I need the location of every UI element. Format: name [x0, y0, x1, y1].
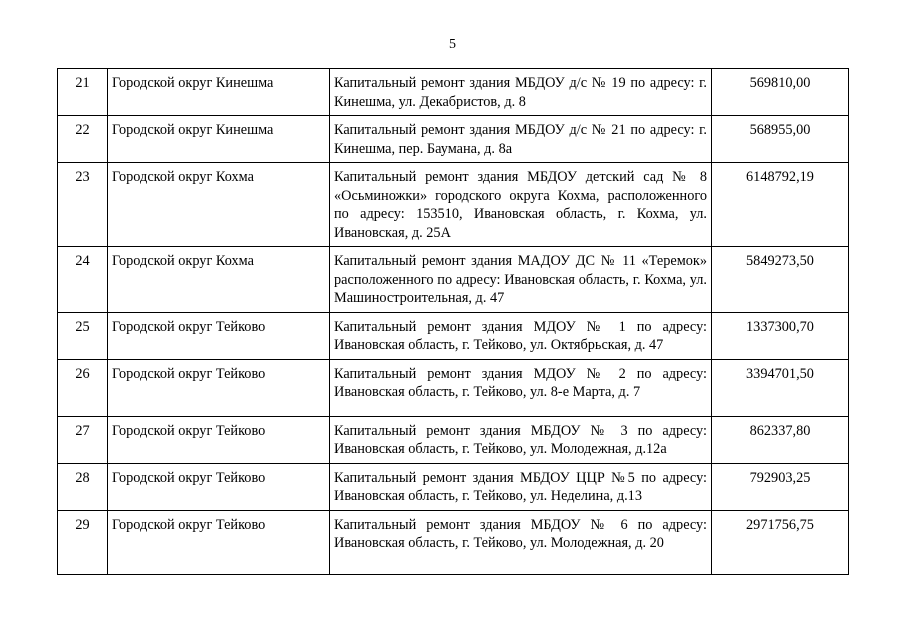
table-row — [58, 116, 849, 163]
sum-cell: 1337300,70 — [712, 312, 849, 359]
row-number: 26 — [58, 359, 108, 416]
description-cell: Капитальный ремонт здания МБДОУ детский сад № 8 «Осьминожки» городского округа Кохма, расположенного по адресу: 153510, Ивановская область, г. Кохма, ул. Ивановская, д. 25А — [330, 163, 712, 247]
okrug-cell: Городской округ Тейково — [108, 312, 330, 359]
row-number: 29 — [58, 510, 108, 574]
okrug-cell: Городской округ Тейково — [108, 359, 330, 416]
table-row — [58, 416, 849, 463]
description-cell: Капитальный ремонт здания МАДОУ ДС № 11 «Теремок» расположенного по адресу: Ивановская область, г. Кохма, ул. Машиностроительная, д. 47 — [330, 247, 712, 313]
okrug-cell: Городской округ Тейково — [108, 463, 330, 510]
sum-cell: 862337,80 — [712, 416, 849, 463]
row-number: 21 — [58, 69, 108, 116]
sum-cell: 3394701,50 — [712, 359, 849, 416]
row-number: 28 — [58, 463, 108, 510]
sum-cell: 2971756,75 — [712, 510, 849, 574]
okrug-cell: Городской округ Тейково — [108, 416, 330, 463]
description-cell: Капитальный ремонт здания МДОУ № 2 по адресу: Ивановская область, г. Тейково, ул. 8-е Марта, д. 7 — [330, 359, 712, 416]
description-cell: Капитальный ремонт здания МБДОУ ЦЦР №5 по адресу: Ивановская область, г. Тейково, ул. Неделина, д.13 — [330, 463, 712, 510]
repair-table — [57, 68, 849, 575]
table-row — [58, 510, 849, 574]
sum-cell: 5849273,50 — [712, 247, 849, 313]
row-number: 24 — [58, 247, 108, 313]
table-row — [58, 163, 849, 247]
okrug-cell: Городской округ Кохма — [108, 247, 330, 313]
table-row — [58, 359, 849, 416]
sum-cell: 6148792,19 — [712, 163, 849, 247]
description-cell: Капитальный ремонт здания МБДОУ д/с № 21 по адресу: г. Кинешма, пер. Баумана, д. 8а — [330, 116, 712, 163]
table-row — [58, 247, 849, 313]
page-number: 5 — [449, 37, 456, 52]
description-cell: Капитальный ремонт здания МБДОУ д/с № 19 по адресу: г. Кинешма, ул. Декабристов, д. 8 — [330, 69, 712, 116]
table-row — [58, 69, 849, 116]
row-number: 23 — [58, 163, 108, 247]
table-row — [58, 312, 849, 359]
okrug-cell: Городской округ Кинешма — [108, 116, 330, 163]
sum-cell: 792903,25 — [712, 463, 849, 510]
table-row — [58, 463, 849, 510]
description-cell: Капитальный ремонт здания МБДОУ № 3 по адресу: Ивановская область, г. Тейково, ул. Молодежная, д.12а — [330, 416, 712, 463]
okrug-cell: Городской округ Тейково — [108, 510, 330, 574]
row-number: 22 — [58, 116, 108, 163]
description-cell: Капитальный ремонт здания МБДОУ № 6 по адресу: Ивановская область, г. Тейково, ул. Молодежная, д. 20 — [330, 510, 712, 574]
row-number: 25 — [58, 312, 108, 359]
sum-cell: 569810,00 — [712, 69, 849, 116]
okrug-cell: Городской округ Кохма — [108, 163, 330, 247]
okrug-cell: Городской округ Кинешма — [108, 69, 330, 116]
description-cell: Капитальный ремонт здания МДОУ № 1 по адресу: Ивановская область, г. Тейково, ул. Октябрьская, д. 47 — [330, 312, 712, 359]
sum-cell: 568955,00 — [712, 116, 849, 163]
row-number: 27 — [58, 416, 108, 463]
